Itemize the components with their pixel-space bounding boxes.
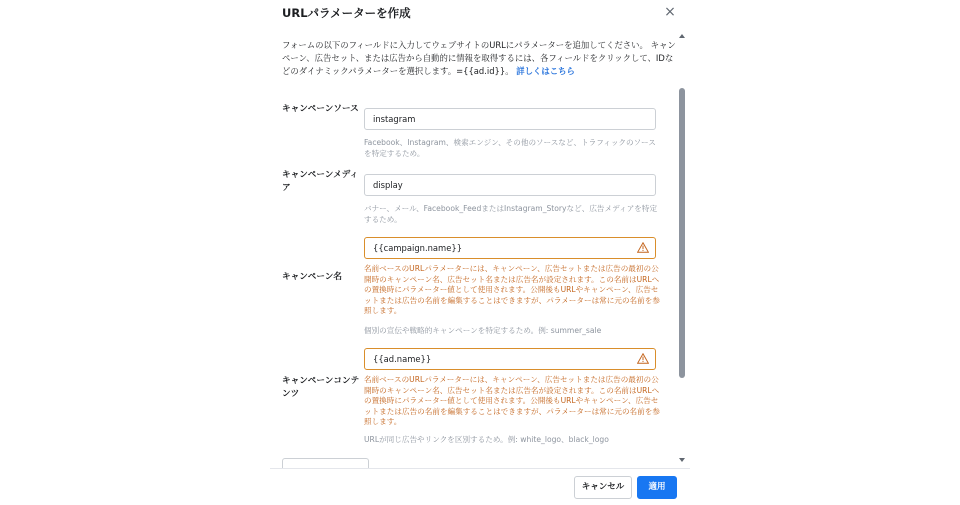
next-field-partial[interactable] [282,458,369,468]
campaign-source-input[interactable]: instagram [364,108,656,130]
apply-button[interactable]: 適用 [637,476,677,499]
intro-description: フォームの以下のフィールドに入力してウェブサイトのURLにパラメーターを追加してください。 キャンペーン、広告セット、または広告から自動的に情報を取得するには、各フィールドをクリックして、IDなどのダイナミックパラメーターを選択します。={{ad.id}}。 [282,40,676,76]
campaign-name-help: 個別の宣伝や戦略的キャンペーンを特定するため。例: summer_sale [364,326,602,335]
warning-icon [637,242,649,253]
campaign-medium-label: キャンペーンメディア [282,170,359,193]
dialog-title: URLパラメーターを作成 [282,6,411,20]
campaign-medium-input[interactable]: display [364,174,656,196]
campaign-medium-help: バナー、メール、Facebook_FeedまたはInstagram_Storyなど、広告メディアを特定するため。 [364,204,658,224]
campaign-name-warning: 名前ベースのURLパラメーターには、キャンペーン、広告セットまたは広告の最初の公開時のキャンペーン名、広告セット名または広告名が設定されます。この名前はURLへの置換時にパラメーター値として使用されます。公開後もURLやキャンペーン、広告セットまたは広告の名前を編集することはできますが、パラメーターは常に元の名前を参照します。 [364,264,660,315]
campaign-content-input[interactable] [364,348,656,370]
campaign-content-label: キャンペーンコンテンツ [282,376,360,399]
url-parameter-dialog [270,0,690,504]
intro-text [282,39,677,78]
campaign-name-value: {{campaign.name}} [373,243,463,253]
scrollbar[interactable] [678,30,686,466]
campaign-content-warning: 名前ベースのURLパラメーターには、キャンペーン、広告セットまたは広告の最初の公開時のキャンペーン名、広告セット名または広告名が設定されます。この名前はURLへの置換時にパラメーター値として使用されます。公開後もURLやキャンペーン、広告セットまたは広告の名前を編集することはできますが、パラメーターは常に元の名前を参照します。 [364,375,660,426]
scrollbar-thumb[interactable] [679,88,685,378]
close-icon[interactable]: × [664,4,676,20]
dialog-footer [270,468,690,505]
warning-icon [637,353,649,364]
cancel-button[interactable]: キャンセル [574,476,632,499]
campaign-content-value: {{ad.name}} [373,354,432,364]
dialog-header [270,0,690,28]
campaign-source-help: Facebook、Instagram、検索エンジン、その他のソースなど、トラフィックのソースを特定するため。 [364,138,656,158]
dialog-body[interactable] [270,30,690,468]
scroll-down-arrow-icon[interactable] [678,456,686,464]
campaign-name-label: キャンペーン名 [282,272,342,282]
campaign-source-label: キャンペーンソース [282,104,359,114]
campaign-content-help: URLが同じ広告やリンクを区別するため。例: white_logo、black_logo [364,435,609,444]
learn-more-link[interactable]: 詳しくはこちら [516,66,575,76]
campaign-name-input[interactable] [364,237,656,259]
scroll-up-arrow-icon[interactable] [678,32,686,40]
